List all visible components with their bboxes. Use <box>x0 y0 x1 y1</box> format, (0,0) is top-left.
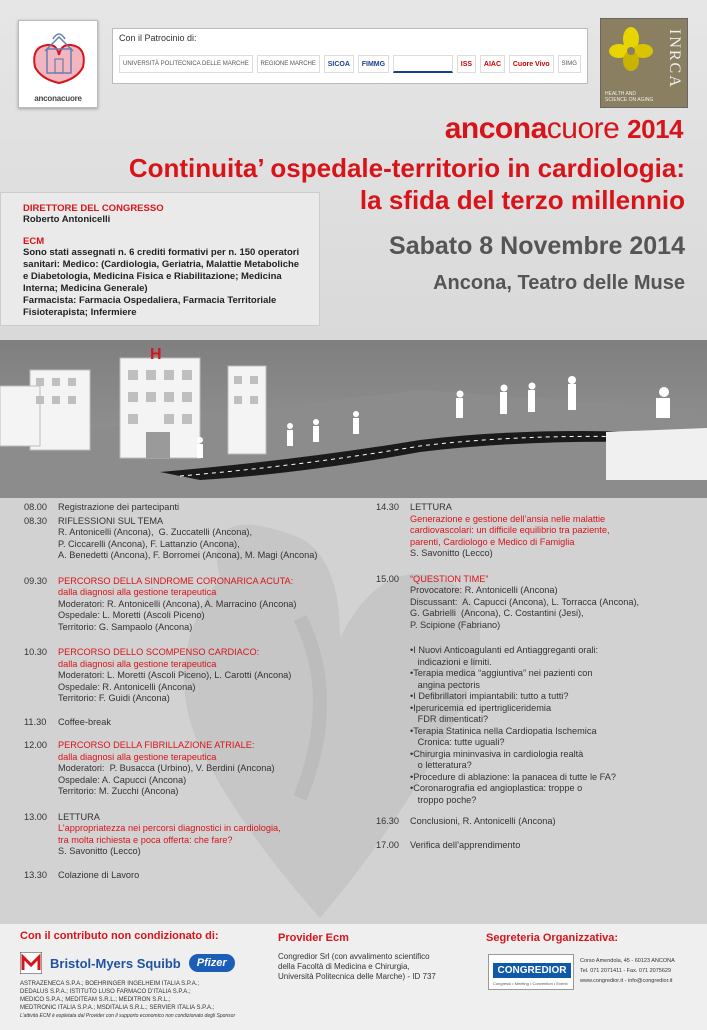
program-line: Territorio: G. Sampaolo (Ancona) <box>58 621 193 632</box>
program-line: Ospedale: R. Antonicelli (Ancona) <box>58 681 196 692</box>
congress-info-box <box>0 192 320 326</box>
program-time: 14.30 <box>376 502 399 512</box>
patron-logo <box>393 55 453 73</box>
sponsor-list-line: MEDTRONIC ITALIA S.P.A.; MSDITALIA S.R.L.; SERVIER ITALIA S.P.A.; <box>20 1005 215 1011</box>
hospital-illustration <box>0 340 707 498</box>
program-line: angina pectoris <box>410 679 480 690</box>
sponsor-logos <box>20 950 235 976</box>
brand-bold: ancona <box>444 112 547 145</box>
anconacuore-logo <box>18 20 98 108</box>
hospital-road-illustration <box>0 340 707 498</box>
provider-line: della Facoltà di Medicina e Chirurgia, <box>278 962 410 971</box>
provider-details <box>278 952 468 982</box>
program-line: Generazione e gestione dell’ansia nelle malattie <box>410 513 606 524</box>
ecm-line: e Diabetologia, Medicina Fisica e Riabilitazione; Medicina <box>23 271 282 282</box>
sponsor-list-line: ASTRAZENECA S.P.A.; BOEHRINGER INGELHEIM ITALIA S.P.A.; <box>20 981 200 987</box>
program-line: PERCORSO DELLA FIBRILLAZIONE ATRIALE: <box>58 740 255 750</box>
program-time: 15.00 <box>376 573 399 584</box>
program-line: Cronica: tutte uguali? <box>410 737 505 747</box>
ecm-description <box>23 247 307 319</box>
patron-logo: SIMG <box>558 55 581 73</box>
program-line: Territorio: F. Guidi (Ancona) <box>58 693 170 703</box>
inrca-logo <box>600 18 688 108</box>
provider-heading: Provider Ecm <box>278 932 349 944</box>
sponsor-heading: Con il contributo non condizionato di: <box>20 930 219 942</box>
program-time: 17.00 <box>376 839 399 850</box>
congredior-name: CONGREDIOR <box>493 963 571 978</box>
program-line: •Terapia Statinica nella Cardiopatia Ischemica <box>410 725 597 736</box>
ecm-line: Farmacista: Farmacia Ospedaliera, Farmacia Territoriale <box>23 295 277 306</box>
ecm-line: Interna; Medicina Generale) <box>23 283 148 294</box>
patronage-title: Con il Patrocinio di: <box>119 33 197 43</box>
program-line: A. Benedetti (Ancona), F. Borromei (Ancona), M. Magi (Ancona) <box>58 550 318 560</box>
ecm-heading: ECM <box>23 236 45 247</box>
program-line: tra molta richiesta e poca offerta: che fare? <box>58 834 233 845</box>
program-line: Provocatore: R. Antonicelli (Ancona) <box>410 585 558 595</box>
program-line: S. Savonitto (Lecco) <box>58 846 141 856</box>
program-line: parenti, Cardiologo e Medico di Famiglia <box>410 536 575 547</box>
program-time: 13.00 <box>24 811 47 822</box>
sponsor-list-line: DEDALUS S.P.A.; ISTITUTO LUSO FARMACO D’ITALIA S.P.A.; <box>20 989 191 995</box>
congredior-address-line: Tel. 071 2071411 - Fax. 071 2075629 <box>580 968 672 974</box>
program-line: PERCORSO DELLA SINDROME CORONARICA ACUTA: <box>58 575 294 586</box>
program-line: Conclusioni, R. Antonicelli (Ancona) <box>410 816 556 826</box>
brand-light: cuore <box>546 112 620 145</box>
patron-logo: ISS <box>457 55 476 73</box>
program-time: 10.30 <box>24 647 47 657</box>
program-line: RIFLESSIONI SUL TEMA <box>58 515 164 526</box>
program-line: •Coronarografia ed angioplastica: troppe o <box>410 783 583 793</box>
program-line: dalla diagnosi alla gestione terapeutica <box>58 658 217 669</box>
program-line: •Chirurgia mininvasiva in cardiologia realtà <box>410 748 584 759</box>
patron-logo: Cuore Vivo <box>509 55 554 73</box>
patron-logo: FIMMG <box>358 55 389 73</box>
patron-logos <box>119 51 581 77</box>
congredior-logo <box>488 954 574 990</box>
program-line: S. Savonitto (Lecco) <box>410 548 493 558</box>
ecm-line: sanitari: Medico: (Cardiologia, Geriatria, Malattie Metaboliche <box>23 259 300 270</box>
program-line: cardiovascolari: un difficile equilibrio tra paziente, <box>410 525 610 535</box>
patron-logo: REGIONE MARCHE <box>257 55 320 73</box>
program-time: 11.30 <box>24 716 47 727</box>
secretariat-heading: Segreteria Organizzativa: <box>486 932 619 944</box>
event-date: Sabato 8 Novembre 2014 <box>389 232 685 260</box>
brand-year: 2014 <box>627 114 683 144</box>
program-line: •I Defibrillatori impiantabili: tutto a tutti? <box>410 691 569 701</box>
patronage-box <box>112 28 588 84</box>
program-line: •Procedure di ablazione: la panacea di tutte le FA? <box>410 771 616 782</box>
ecm-line: Fisioterapista; Infermiere <box>23 307 137 318</box>
program-line: LETTURA <box>58 811 100 822</box>
bms-logo: Bristol-Myers Squibb <box>50 955 181 971</box>
event-place: Ancona, Teatro delle Muse <box>433 272 685 294</box>
program-line: Colazione di Lavoro <box>58 869 140 880</box>
hospital-sign: H <box>150 346 162 363</box>
congredior-address-line: Corso Amendola, 45 - 60123 ANCONA <box>580 958 675 964</box>
director-name: Roberto Antonicelli <box>23 214 111 225</box>
program-line: LETTURA <box>410 502 452 512</box>
program-line: dalla diagnosi alla gestione terapeutica <box>58 751 217 762</box>
program-line: indicazioni e limiti. <box>410 656 492 667</box>
flower-icon <box>609 25 653 75</box>
program-line: Verifica dell’apprendimento <box>410 839 521 850</box>
sponsor-list <box>20 980 235 1020</box>
patron-logo: UNIVERSITÀ POLITECNICA DELLE MARCHE <box>119 55 253 73</box>
program-line: Discussant: A. Capucci (Ancona), L. Torracca (Ancona), <box>410 596 640 607</box>
program-line: G. Gabrielli (Ancona), C. Costantini (Jesi), <box>410 608 584 618</box>
program-time: 09.30 <box>24 575 47 586</box>
program-line: troppo poche? <box>410 794 477 805</box>
program-line: Ospedale: A. Capucci (Ancona) <box>58 774 187 785</box>
program-line: Registrazione dei partecipanti <box>58 502 180 512</box>
program-time: 08.30 <box>24 515 47 526</box>
congredior-address-line: www.congredior.it - info@congredior.it <box>580 978 673 984</box>
program-line: L’appropriatezza nei percorsi diagnostici in cardiologia, <box>58 823 281 833</box>
program-line: Moderatori: R. Antonicelli (Ancona), A. Marracino (Ancona) <box>58 598 297 609</box>
program-time: 12.00 <box>24 740 47 750</box>
menarini-icon <box>20 952 42 974</box>
program-line: •Terapia medica “aggiuntiva” nei pazienti con <box>410 668 593 678</box>
ecm-line: Sono stati assegnati n. 6 crediti formativi per n. 150 operatori <box>23 247 300 258</box>
program-line: •Iperuricemia ed ipertrigliceridemia <box>410 702 552 713</box>
program-time: 13.30 <box>24 869 47 880</box>
program-line: Moderatori: L. Moretti (Ascoli Piceno), L. Carotti (Ancona) <box>58 670 292 680</box>
title-line-1: Continuita’ ospedale-territorio in cardiologia: <box>128 153 685 183</box>
program-line: “QUESTION TIME” <box>410 573 489 584</box>
program-line: R. Antonicelli (Ancona), G. Zuccatelli (Ancona), <box>58 527 253 537</box>
program-time: 16.30 <box>376 816 399 826</box>
program-line: Ospedale: L. Moretti (Ascoli Piceno) <box>58 610 205 620</box>
director-heading: DIRETTORE DEL CONGRESSO <box>23 203 164 214</box>
pfizer-logo: Pfizer <box>189 954 235 972</box>
provider-line: Università Politecnica delle Marche) - ID 737 <box>278 972 436 981</box>
program-line: FDR dimenticati? <box>410 714 489 724</box>
inrca-vertical-text: INRCA <box>666 29 683 89</box>
event-brand <box>445 112 683 146</box>
title-line-2: la sfida del terzo millennio <box>359 185 685 215</box>
sponsor-list-line: MEDICO S.P.A.; MEDITEAM S.R.L.; MEDITRON S.R.L.; <box>20 997 171 1003</box>
program-line: Territorio: M. Zucchi (Ancona) <box>58 786 179 796</box>
program-line: o letteratura? <box>410 760 472 770</box>
program-time: 08.00 <box>24 502 47 512</box>
program-line: Moderatori: P. Busacca (Urbino), V. Berdini (Ancona) <box>58 763 275 773</box>
program-line: P. Scipione (Fabriano) <box>410 619 501 630</box>
patron-logo: SICOA <box>324 55 354 73</box>
program-line: PERCORSO DELLO SCOMPENSO CARDIACO: <box>58 647 260 657</box>
program-line: •I Nuovi Anticoagulanti ed Antiaggreganti orali: <box>410 645 599 655</box>
cathedral-heart-icon <box>27 27 91 85</box>
logo-label: anconacuore <box>34 94 82 103</box>
patron-logo: AIAC <box>480 55 505 73</box>
congredior-tagline: Congressi • Meeting • Convention • Eventi <box>493 981 568 986</box>
inrca-small-text: HEALTH AND SCIENCE ON AGING <box>605 91 654 103</box>
program-line: Coffee-break <box>58 716 111 727</box>
congredior-address <box>580 956 700 986</box>
program-line: P. Ciccarelli (Ancona), F. Lattanzio (Ancona), <box>58 538 240 549</box>
provider-line: Congredior Srl (con avvalimento scientifico <box>278 952 430 961</box>
sponsor-list-line: L’attività ECM è espletata dal Provider con il supporto economico non condizionato degli Sponsor <box>20 1013 236 1019</box>
program-line: dalla diagnosi alla gestione terapeutica <box>58 587 217 597</box>
